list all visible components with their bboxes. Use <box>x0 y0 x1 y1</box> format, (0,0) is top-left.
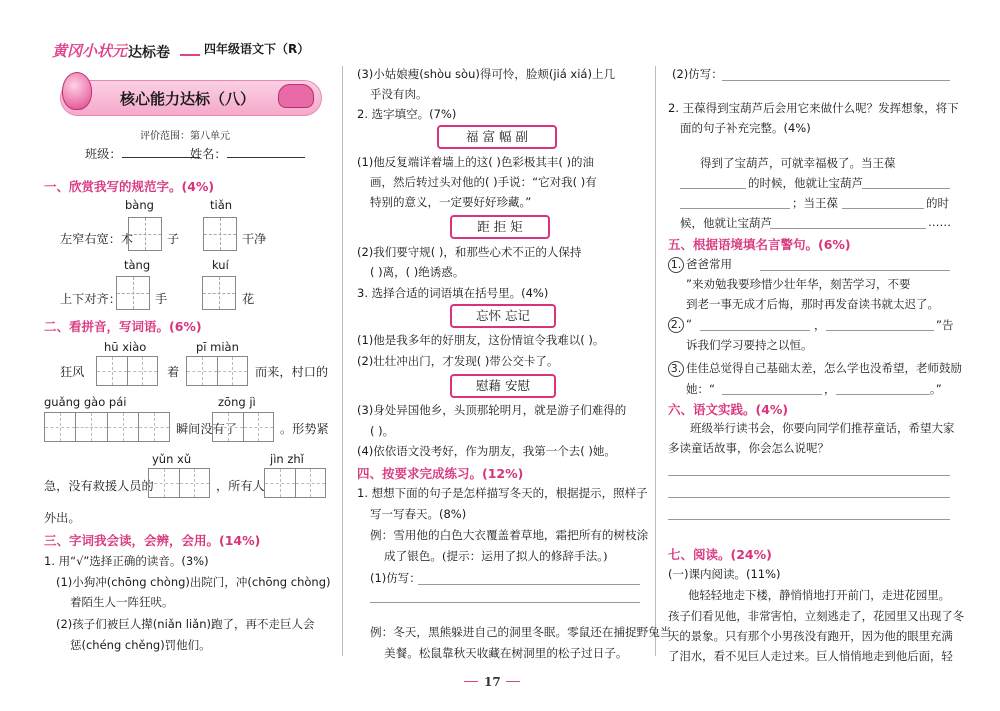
question: 2. 王葆得到宝葫芦后会用它来做什么呢？发挥想象，将下 <box>668 101 959 115</box>
writing-grid[interactable] <box>212 412 274 442</box>
answer-line[interactable] <box>836 394 930 395</box>
text: 急，没有救援人员的 <box>44 479 154 493</box>
page-title: 核心能力达标（八） <box>120 90 256 108</box>
option-box: 忘怀 忘记 <box>450 304 556 328</box>
question: 得到了宝葫芦，可就幸福极了。当王葆 <box>700 156 896 170</box>
item: 到老一事无成才后悔，那时再发奋读书就太迟了。 <box>686 297 939 311</box>
question: 着陌生人一阵狂吠。 <box>70 595 174 609</box>
answer-line[interactable] <box>862 188 950 189</box>
answer-line[interactable] <box>722 80 950 81</box>
pinyin: kuí <box>212 258 229 272</box>
question: 特别的意义，一定要好好珍藏。” <box>370 195 532 209</box>
item: 她：“ <box>686 382 715 396</box>
writing-grid[interactable] <box>148 468 210 498</box>
question: ；当王葆 <box>792 196 838 210</box>
question: 写一写春天。(8%) <box>370 507 467 521</box>
pinyin: tiǎn <box>210 198 233 212</box>
question: 3. 选择合适的词语填在括号里。(4%) <box>357 286 549 300</box>
option-box: 福 富 幅 副 <box>437 125 557 149</box>
option-box: 距 拒 矩 <box>450 215 550 239</box>
passage-line: 孩子们看见他，非常害怕，立刻逃走了，花园里又出现了冬 <box>668 609 965 623</box>
sub-title: (一)课内阅读。(11%) <box>668 567 781 581</box>
pinyin: tàng <box>124 258 151 272</box>
writing-box[interactable] <box>128 217 162 251</box>
question: 的时 <box>926 196 949 210</box>
pinyin: jìn zhǐ <box>270 452 304 466</box>
writing-box[interactable] <box>202 276 236 310</box>
option-box: 慰藉 安慰 <box>450 374 556 398</box>
section-2-title: 二、看拼音，写词语。(6%) <box>44 319 202 334</box>
question: 1. 想想下面的句子是怎样描写冬天的，根据提示，照样子 <box>357 486 648 500</box>
question: (2)壮壮冲出门，才发现( )带公交卡了。 <box>357 354 559 368</box>
answer-line[interactable] <box>668 475 950 476</box>
writing-box[interactable] <box>116 276 150 310</box>
column-divider <box>655 66 656 656</box>
text: 外出。 <box>44 511 81 525</box>
text: 瞬间没有了 <box>176 422 237 436</box>
text: 左窄右宽：木 <box>60 232 134 246</box>
question: (1)小狗冲(chōng chòng)出院门，冲(chōng chòng) <box>56 575 331 589</box>
number-badge: 3. <box>668 361 684 377</box>
writing-grid[interactable] <box>44 412 170 442</box>
item: ”来劝勉我要珍惜少壮年华，刻苦学习，不要 <box>686 277 911 291</box>
pinyin: pī miàn <box>196 340 239 354</box>
question: 惩(chéng chěng)罚他们。 <box>70 638 211 652</box>
example: 成了银色。(提示：运用了拟人的修辞手法。) <box>384 549 608 563</box>
answer-line[interactable] <box>680 208 790 209</box>
answer-line[interactable] <box>722 394 822 395</box>
answer-line[interactable] <box>826 330 934 331</box>
answer-line[interactable] <box>418 584 640 585</box>
example: 例：雪用他的白色大衣覆盖着草地，霜把所有的树枝涂 <box>370 528 649 542</box>
question: (3)小姑娘瘦(shòu sòu)得可怜，脸颊(jiá xiá)上几 <box>357 67 615 81</box>
text: 手 <box>155 292 168 306</box>
section-1-title: 一、欣赏我写的规范字。(4%) <box>44 179 215 194</box>
section-3-title: 三、字词我会读，会辨，会用。(14%) <box>44 533 261 548</box>
item: 2. “ <box>668 317 692 333</box>
brand-logo: 黄冈小状元 <box>52 42 128 60</box>
answer-line[interactable] <box>680 188 746 189</box>
section-6-title: 六、语文实践。(4%) <box>668 402 789 417</box>
question: 画，然后转过头对他的( )手说：“它对我( )有 <box>370 175 597 189</box>
example: 例：冬天，黑熊躲进自己的洞里冬眠。零鼠还在捕捉野兔当 <box>370 625 672 639</box>
question: (2)我们要守规( )，和那些心术不正的人保持 <box>357 245 582 259</box>
question: …… <box>928 215 951 229</box>
answer-line[interactable] <box>842 208 924 209</box>
example: 美餐。松鼠靠秋天收藏在树洞里的松子过日子。 <box>384 646 628 660</box>
class-field: 班级： <box>85 145 200 162</box>
text: 花 <box>242 292 255 306</box>
series-label: 达标卷 <box>128 45 170 61</box>
item: 。” <box>930 382 942 396</box>
answer-line[interactable] <box>668 497 950 498</box>
section-5-title: 五、根据语境填名言警句。(6%) <box>668 237 851 252</box>
question: 1. 用“√”选择正确的读音。(3%) <box>44 554 209 568</box>
imitate-label: (2)仿写： <box>672 67 723 81</box>
question: (4)依依语文没考好，作为朋友，我第一个去( )她。 <box>357 444 616 458</box>
question: 多读童话故事，你会怎么说呢？ <box>668 441 829 455</box>
balloon-icon <box>62 72 92 110</box>
writing-grid[interactable] <box>96 356 158 386</box>
footer-ornament <box>506 681 520 682</box>
text: 子 <box>167 232 180 246</box>
section-7-title: 七、阅读。(24%) <box>668 547 772 562</box>
item: ， <box>814 318 826 332</box>
helicopter-icon <box>278 84 314 108</box>
text: 而来，村口的 <box>255 365 329 379</box>
answer-line[interactable] <box>760 270 950 271</box>
imitate-label: (1)仿写： <box>370 571 421 585</box>
text: 。形势紧 <box>280 422 329 436</box>
item: ， <box>824 382 836 396</box>
grade-tag: 四年级语文下（R） <box>200 40 313 57</box>
question: (2)孩子们被巨人撵(niǎn liǎn)跑了，再不走巨人会 <box>56 617 315 631</box>
text: 上下对齐： <box>60 292 121 306</box>
pinyin: zōng jì <box>218 395 256 409</box>
passage-line: 天的景象。只有那个小男孩没有跑开，因为他的眼里充满 <box>668 629 953 643</box>
item: 3. 佳佳总觉得自己基础太差，怎么学也没希望，老师鼓励 <box>668 360 962 377</box>
writing-grid[interactable] <box>264 468 326 498</box>
question: (1)他反复端详着墙上的这( )色彩极其丰( )的油 <box>357 155 595 169</box>
section-4-title: 四、按要求完成练习。(12%) <box>357 466 524 481</box>
number-badge: 1. <box>668 257 684 273</box>
writing-grid[interactable] <box>186 356 248 386</box>
number-badge: 2. <box>668 317 684 333</box>
page-number: 17 <box>484 675 501 689</box>
footer-ornament <box>464 681 478 682</box>
question: 班级举行读书会，你要向同学们推荐童话，希望大家 <box>690 421 955 435</box>
question: 面的句子补充完整。(4%) <box>680 121 811 135</box>
name-field: 姓名： <box>190 145 305 162</box>
question: 2. 选字填空。(7%) <box>357 107 457 121</box>
question: 乎没有肉。 <box>370 87 428 101</box>
answer-line[interactable] <box>770 228 926 229</box>
item: 诉我们学习要持之以恒。 <box>686 338 813 352</box>
answer-line[interactable] <box>370 602 640 603</box>
pinyin: guǎng gào pái <box>44 395 127 409</box>
question: (1)他是我多年的好朋友，这份情谊令我难以( )。 <box>357 333 605 347</box>
pinyin: hū xiào <box>104 340 147 354</box>
text: ，所有人 <box>216 479 265 493</box>
pinyin: bàng <box>125 198 154 212</box>
question: 候，他就让宝葫芦 <box>680 216 772 230</box>
text: 干净 <box>242 232 267 246</box>
item: ”告 <box>936 318 954 332</box>
passage-line: 了泪水，看不见巨人走过来。巨人悄悄地走到他后面，轻 <box>668 649 953 663</box>
pinyin: yǔn xǔ <box>152 452 192 466</box>
item: 1. 爸爸常用 <box>668 256 732 273</box>
question: (3)身处异国他乡，头顶那轮明月，就是游子们难得的 <box>357 403 627 417</box>
question: 的时候，他就让宝葫芦 <box>748 176 863 190</box>
text: 着 <box>167 365 180 379</box>
writing-box[interactable] <box>203 217 237 251</box>
column-divider <box>342 66 343 656</box>
text: 狂风 <box>60 365 85 379</box>
passage-line: 他轻轻地走下楼，静悄悄地打开前门，走进花园里。 <box>688 588 950 602</box>
scope-label: 评价范围：第八单元 <box>140 131 230 142</box>
question: ( )。 <box>370 424 395 438</box>
question: ( )离，( )绝诱惑。 <box>370 265 465 279</box>
answer-line[interactable] <box>700 330 810 331</box>
answer-line[interactable] <box>668 519 950 520</box>
